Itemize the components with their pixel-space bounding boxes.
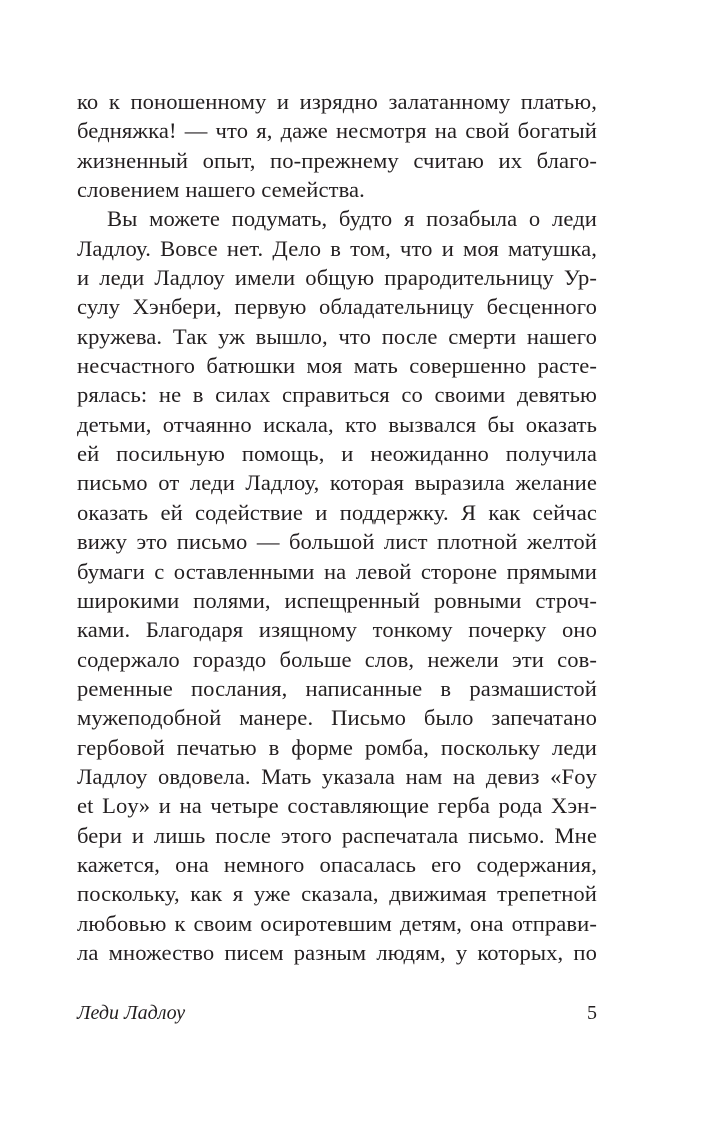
text-line: жизненный опыт, по-прежнему считаю их благо-: [77, 147, 597, 173]
text-line: Ладлоу овдовела. Мать указала нам на девиз «Foy: [77, 763, 597, 789]
text-line: любовью к своим осиротевшим детям, она отправи-: [77, 910, 597, 936]
text-line: письмо от леди Ладлоу, которая выразила желание: [77, 470, 597, 496]
text-line: бумаги с оставленными на левой стороне прямыми: [77, 558, 597, 584]
text-line: несчастного батюшки моя мать совершенно расте-: [77, 353, 597, 379]
text-line: кружева. Так уж вышло, что после смерти нашего: [77, 323, 597, 349]
text-line: ременные послания, написанные в размашистой: [77, 675, 597, 701]
text-line: гербовой печатью в форме ромба, поскольку леди: [77, 734, 597, 760]
text-line: ко к поношенному и изрядно залатанному платью,: [77, 89, 597, 114]
text-line: ками. Благодаря изящному тонкому почерку оно: [77, 617, 597, 643]
text-line: вижу это письмо — большой лист плотной желтой: [77, 529, 597, 555]
text-line: бедняжка! — что я, даже несмотря на свой богатый: [77, 118, 597, 144]
text-line: мужеподобной манере. Письмо было запечатано: [77, 705, 597, 731]
text-line: широкими полями, испещренный ровными строч-: [77, 587, 597, 613]
text-line: детьми, отчаянно искала, кто вызвался бы оказать: [77, 411, 597, 437]
text-line: ла множество писем разным людям, у которых, по: [77, 939, 597, 965]
text-line: поскольку, как я уже сказала, движимая трепетной: [77, 881, 597, 907]
text-line: оказать ей содействие и поддержку. Я как сейчас: [77, 499, 597, 525]
text-line: рялась: не в силах справиться со своими девятью: [77, 382, 597, 408]
text-line: ей посильную помощь, и неожиданно получила: [77, 441, 597, 467]
text-line: бери и лишь после этого распечатала письмо. Мне: [77, 822, 597, 848]
text-line: содержало гораздо больше слов, нежели эти сов-: [77, 646, 597, 672]
text-line: сулу Хэнбери, первую обладательницу бесценного: [77, 294, 597, 320]
page-number: 5: [587, 1002, 597, 1024]
running-title: Леди Ладлоу: [77, 1002, 186, 1024]
text-line: и леди Ладлоу имели общую прародительницу Ур-: [77, 265, 597, 291]
text-line: кажется, она немного опасалась его содержания,: [77, 851, 597, 877]
body-text: [77, 87, 597, 967]
text-line-paragraph-start: Вы можете подумать, будто я позабыла о леди: [107, 206, 597, 232]
text-line: Ладлоу. Вовсе нет. Дело в том, что и моя матушка,: [77, 235, 597, 261]
text-line: словением нашего семейства.: [77, 177, 365, 203]
page-footer: [77, 1000, 597, 1026]
text-line: et Loy» и на четыре составляющие герба рода Хэн-: [77, 793, 597, 819]
